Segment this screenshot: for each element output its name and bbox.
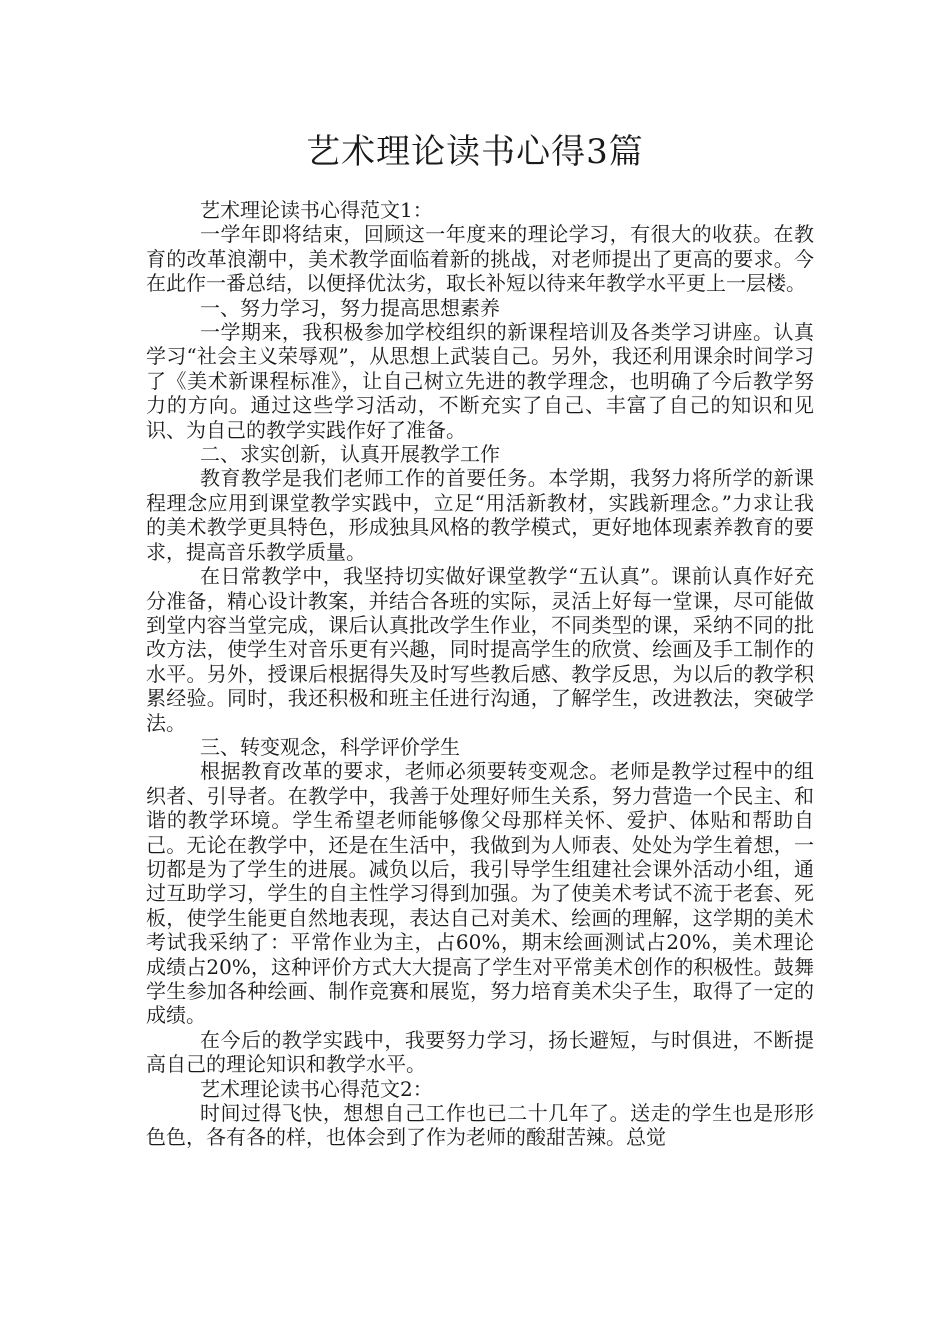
document-body	[146, 198, 814, 1150]
paragraph-essay1-heading: 艺术理论读书心得范文1：	[200, 198, 433, 222]
paragraph: 一学年即将结束，回顾这一年度来的理论学习，有很大的收获。在教育的改革浪潮中，美术教学面临着新的挑战，对老师提出了更高的要求。今在此作一番总结，以便择优汰劣，取长补短以待来年教学水平更上一层楼。	[146, 222, 814, 296]
paragraph: 教育教学是我们老师工作的首要任务。本学期，我努力将所学的新课程理念应用到课堂教学实践中，立足“用活新教材，实践新理念。”力求让我的美术教学更具特色，形成独具风格的教学模式，更好地体现素养教育的要求，提高音乐教学质量。	[146, 466, 814, 564]
document-title: 艺术理论读书心得3篇	[306, 132, 644, 172]
paragraph: 在今后的教学实践中，我要努力学习，扬长避短，与时俱进，不断提高自己的理论知识和教学水平。	[146, 1027, 814, 1077]
section-heading-3: 三、转变观念，科学评价学生	[200, 734, 460, 759]
paragraph: 时间过得飞快，想想自己工作也已二十几年了。送走的学生也是形形色色，各有各的样，也体会到了作为老师的酸甜苦辣。总觉	[146, 1101, 814, 1150]
paragraph: 一学期来，我积极参加学校组织的新课程培训及各类学习讲座。认真学习“社会主义荣辱观”，从思想上武装自己。另外，我还利用课余时间学习了《美术新课程标准》，让自己树立先进的教学理念，也明确了今后教学努力的方向。通过这些学习活动，不断充实了自己、丰富了自己的知识和见识、为自己的教学实践作好了准备。	[146, 320, 814, 442]
paragraph: 根据教育改革的要求，老师必须要转变观念。老师是教学过程中的组织者、引导者。在教学中，我善于处理好师生关系，努力营造一个民主、和谐的教学环境。学生希望老师能够像父母那样关怀、爱护、体贴和帮助自己。无论在教学中，还是在生活中，我做到为人师表、处处为学生着想，一切都是为了学生的进展。减负以后，我引导学生组建社会课外活动小组，通过互助学习，学生的自主性学习得到加强。为了使美术考试不流于老套、死板，使学生能更自然地表现，表达自己对美术、绘画的理解，这学期的美术考试我采纳了：平常作业为主，占60%，期末绘画测试占20%，美术理论成绩占20%，这种评价方式大大提高了学生对平常美术创作的积极性。鼓舞学生参加各种绘画、制作竞赛和展览，努力培育美术尖子生，取得了一定的成绩。	[146, 759, 814, 1028]
section-heading-1: 一、努力学习，努力提高思想素养	[200, 295, 500, 320]
paragraph-essay2-heading: 艺术理论读书心得范文2：	[200, 1076, 433, 1101]
paragraph: 在日常教学中，我坚持切实做好课堂教学“五认真”。课前认真作好充分准备，精心设计教案，并结合各班的实际，灵活上好每一堂课，尽可能做到堂内容当堂完成，课后认真批改学生作业，不同类型的课，采纳不同的批改方法，使学生对音乐更有兴趣，同时提高学生的欣赏、绘画及手工制作的水平。另外，授课后根据得失及时写些教后感、教学反思，为以后的教学积累经验。同时，我还积极和班主任进行沟通，了解学生，改进教法，突破学法。	[146, 564, 814, 735]
section-heading-2: 二、求实创新，认真开展教学工作	[200, 442, 500, 467]
